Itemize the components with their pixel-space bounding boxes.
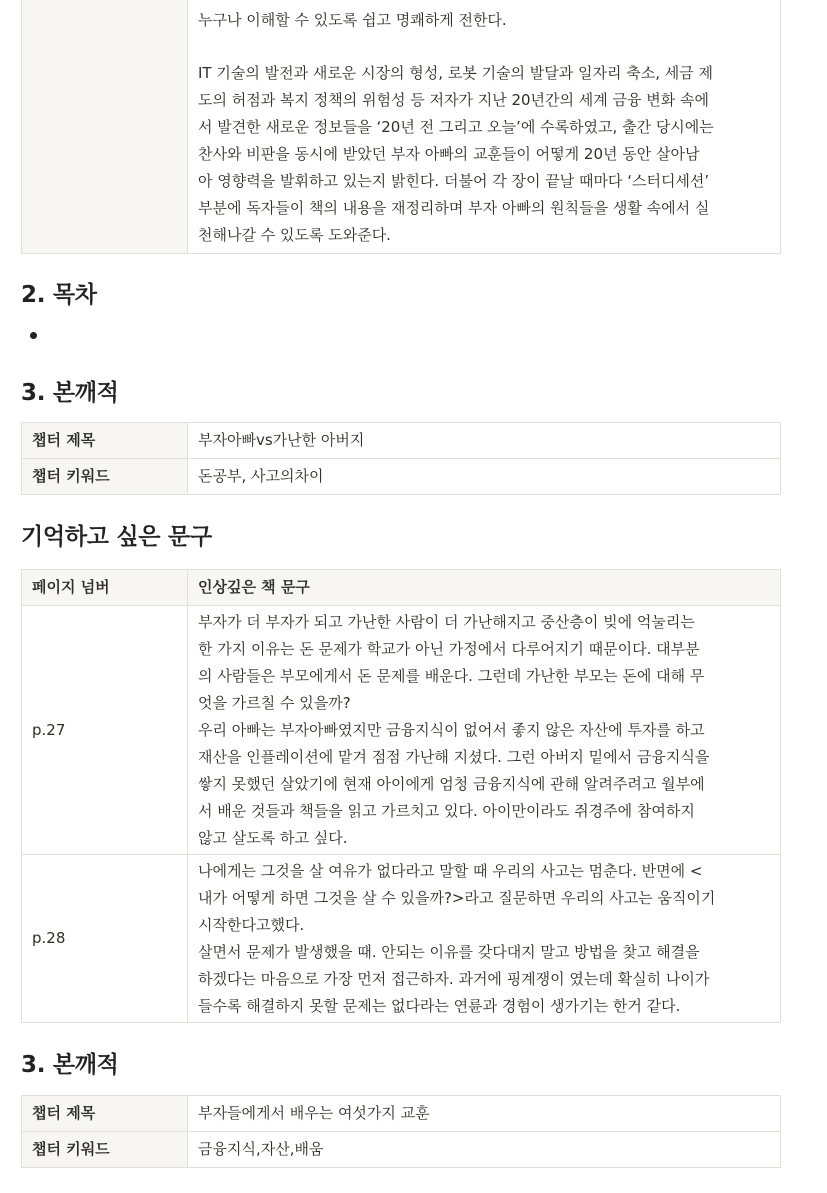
text-line: 찬사와 비판을 동시에 받았던 부자 아빠의 교훈들이 어떻게 20년 동안 살아남 <box>198 145 700 163</box>
text-line: 하겠다는 마음으로 가장 먼저 접근하자. 과거에 핑계쟁이 였는데 확실히 나이가 <box>198 970 710 988</box>
quote-text <box>188 855 781 1023</box>
chapter1-heading: 3. 본깨적 <box>21 380 119 406</box>
text-line: 의 사람들은 부모에게서 돈 문제를 배운다. 그런데 가난한 부모는 돈에 대해 무 <box>198 667 705 685</box>
chapter2-keyword-label: 챕터 키워드 <box>22 1132 188 1168</box>
quotes-col-page: 페이지 넘버 <box>22 570 188 606</box>
quote-text <box>188 606 781 855</box>
chapter2-heading: 3. 본깨적 <box>21 1052 119 1078</box>
text-line: 아 영향력을 발휘하고 있는지 밝힌다. 더불어 각 장이 끝날 때마다 ‘스터디세션’ <box>198 172 710 190</box>
text-line: 않고 살도록 하고 싶다. <box>198 829 348 847</box>
chapter2-title-label: 챕터 제목 <box>22 1096 188 1132</box>
toc-bullet-icon <box>30 332 37 339</box>
chapter1-title-value: 부자아빠vs가난한 아버지 <box>188 423 781 459</box>
quote-page: p.27 <box>22 606 188 855</box>
quotes-table <box>21 569 781 1023</box>
text-line: 도의 허점과 복지 정책의 위험성 등 저자가 지난 20년간의 세계 금융 변화 속에 <box>198 91 710 109</box>
quote-page: p.28 <box>22 855 188 1023</box>
text-line: 엇을 가르칠 수 있을까? <box>198 694 351 712</box>
quotes-header-row <box>22 570 781 606</box>
text-line: 누구나 이해할 수 있도록 쉽고 명쾌하게 전한다. <box>198 11 507 29</box>
text-line: 살면서 문제가 발생했을 때. 안되는 이유를 갖다대지 말고 방법을 찾고 해결을 <box>198 943 700 961</box>
chapter2-title-value: 부자들에게서 배우는 여섯가지 교훈 <box>188 1096 781 1132</box>
text-line: 한 가지 이유는 돈 문제가 학교가 아닌 가정에서 다루어지기 때문이다. 대부분 <box>198 640 700 658</box>
toc-heading: 2. 목차 <box>21 282 97 308</box>
text-line: 부분에 독자들이 책의 내용을 재정리하며 부자 아빠의 원칙들을 생활 속에서 실 <box>198 199 710 217</box>
chapter2-keyword-value: 금융지식,자산,배움 <box>188 1132 781 1168</box>
text-line: 재산을 인플레이션에 맡겨 점점 가난해 지셨다. 그런 아버지 밑에서 금융지식을 <box>198 748 710 766</box>
text-line: 서 발견한 새로운 정보들을 ‘20년 전 그리고 오늘’에 수록하였고, 출간 당시에는 <box>198 118 714 136</box>
text-line: 쌓지 못했던 살았기에 현재 아이에게 엄청 금융지식에 관해 알려주려고 월부에 <box>198 775 705 793</box>
chapter1-title-row <box>22 423 781 459</box>
chapter1-table <box>21 422 781 495</box>
text-line: 부자가 더 부자가 되고 가난한 사람이 더 가난해지고 중산층이 빚에 억눌리는 <box>198 613 695 631</box>
chapter1-keyword-label: 챕터 키워드 <box>22 459 188 495</box>
chapter2-keyword-row <box>22 1132 781 1168</box>
intro-paragraph-2 <box>198 60 772 249</box>
quote-row-2 <box>22 855 781 1023</box>
intro-text-cell <box>188 0 781 254</box>
intro-label-cell <box>22 0 188 254</box>
intro-table <box>21 0 781 254</box>
quote-row-1 <box>22 606 781 855</box>
chapter1-keyword-value: 돈공부, 사고의차이 <box>188 459 781 495</box>
quotes-heading: 기억하고 싶은 문구 <box>21 524 212 550</box>
text-line: 들수록 해결하지 못할 문제는 없다라는 연륜과 경험이 생가기는 한거 같다. <box>198 997 681 1015</box>
chapter1-title-label: 챕터 제목 <box>22 423 188 459</box>
text-line: IT 기술의 발전과 새로운 시장의 형성, 로봇 기술의 발달과 일자리 축소, 세금 제 <box>198 64 714 82</box>
text-line: 나에게는 그것을 살 여유가 없다라고 말할 때 우리의 사고는 멈춘다. 반면에 < <box>198 862 703 880</box>
text-line: 서 배운 것들과 책들을 읽고 가르치고 있다. 아이만이라도 쥐경주에 참여하지 <box>198 802 695 820</box>
text-line: 내가 어떻게 하면 그것을 살 수 있을까?>라고 질문하면 우리의 사고는 움직이기 <box>198 889 716 907</box>
text-line: 우리 아빠는 부자아빠였지만 금융지식이 없어서 좋지 않은 자산에 투자를 하고 <box>198 721 705 739</box>
quote-lines <box>198 858 772 1020</box>
text-line: 천해나갈 수 있도록 도와준다. <box>198 226 391 244</box>
chapter1-keyword-row <box>22 459 781 495</box>
chapter2-table <box>21 1095 781 1168</box>
chapter2-title-row <box>22 1096 781 1132</box>
intro-paragraph-1 <box>198 7 772 34</box>
intro-row <box>22 0 781 254</box>
text-line: 시작한다고했다. <box>198 916 305 934</box>
quotes-col-quote: 인상깊은 책 문구 <box>188 570 781 606</box>
quote-lines <box>198 609 772 852</box>
